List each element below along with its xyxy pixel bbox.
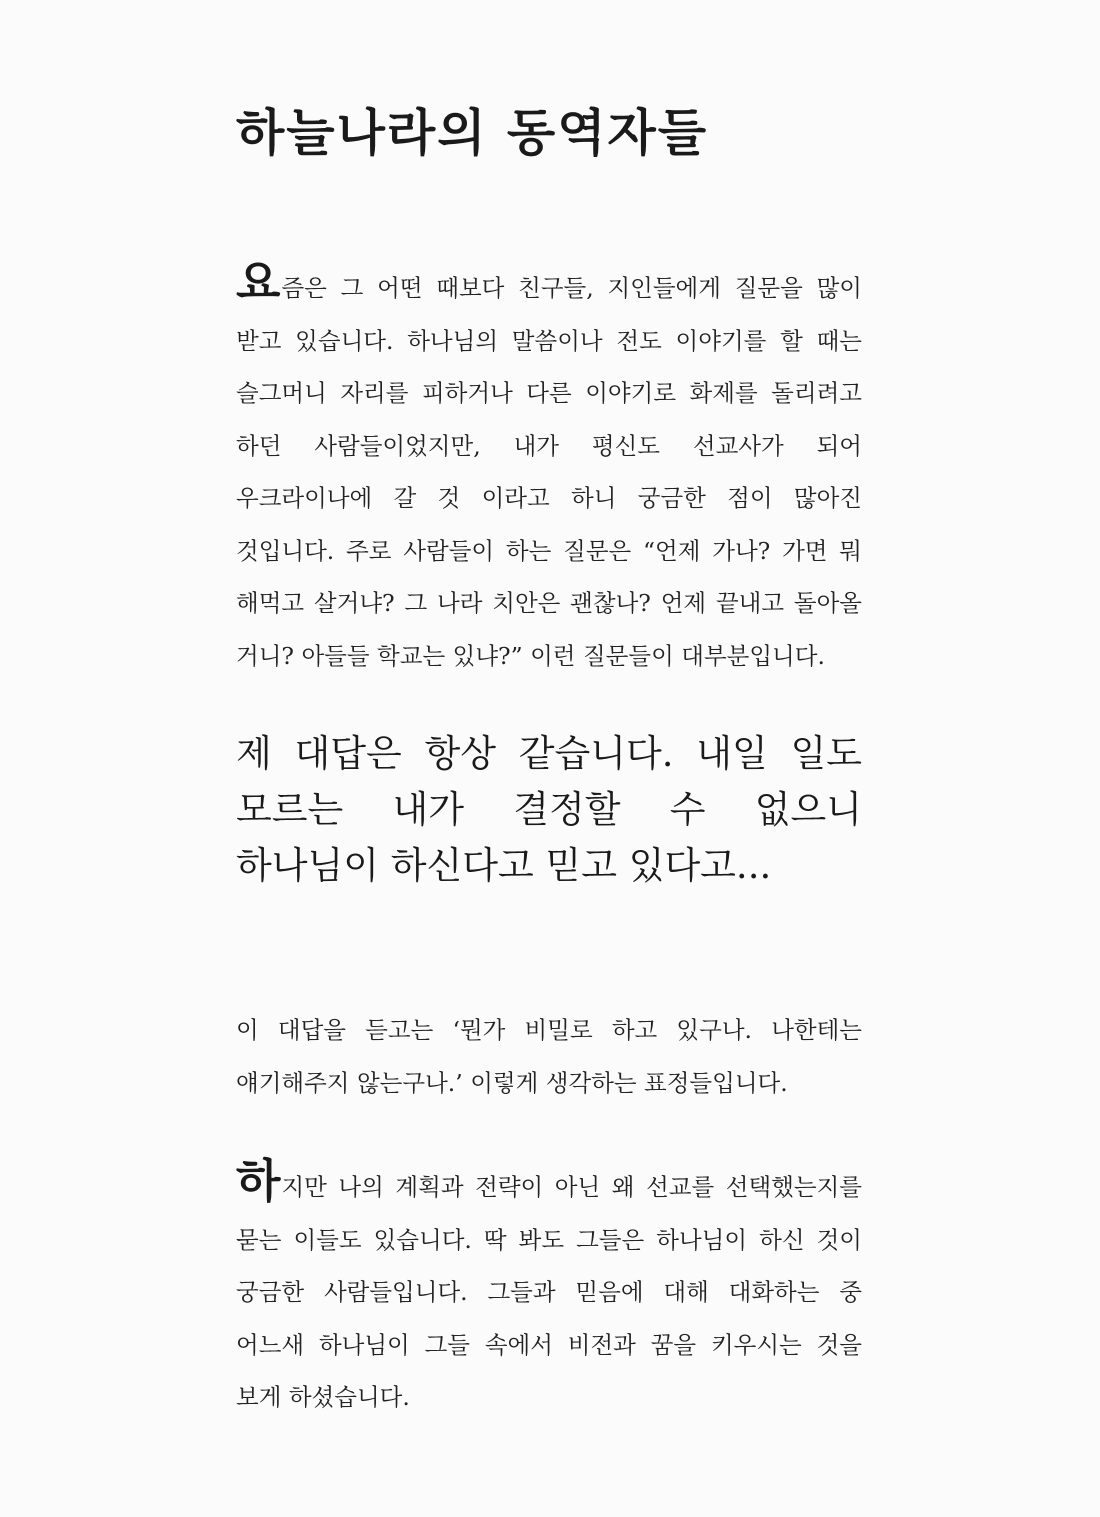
drop-cap: 하 — [236, 1154, 281, 1208]
paragraph-text: 이 대답을 듣고는 ‘뭔가 비밀로 하고 있구나. 나한테는 얘기해주지 않는구나.’ 이렇게 생각하는 표정들입니다. — [236, 1016, 862, 1097]
drop-cap: 요 — [236, 255, 281, 309]
body-paragraph-3 — [236, 1154, 862, 1424]
body-paragraph-2 — [236, 1004, 862, 1109]
article-title: 하늘나라의 동역자들 — [236, 104, 709, 162]
paragraph-text: 즘은 그 어떤 때보다 친구들, 지인들에게 질문을 많이 받고 있습니다. 하나님의 말씀이나 전도 이야기를 할 때는 슬그머니 자리를 피하거나 다른 이야기로 화제를 돌리려고 하던 사람들이었지만, 내가 평신도 선교사가 되어 우크라이나에 갈 것 이라고 하니 궁금한 점이 많아진 것입니다. 주로 사람들이 하는 질문은 “언제 가나? 가면 뭐 해먹고 살거냐? 그 나라 치안은 괜찮나? 언제 끝내고 돌아올 거니? 아들들 학교는 있냐?” 이런 질문들이 대부분입니다. — [236, 274, 862, 670]
paragraph-text: 지만 나의 계획과 전략이 아닌 왜 선교를 선택했는지를 묻는 이들도 있습니다. 딱 봐도 그들은 하나님이 하신 것이 궁금한 사람들입니다. 그들과 믿음에 대해 대화하는 중 어느새 하나님이 그들 속에서 비전과 꿈을 키우시는 것을 보게 하셨습니다. — [236, 1173, 862, 1411]
pull-quote: 제 대답은 항상 같습니다. 내일 일도 모르는 내가 결정할 수 없으니 하나님이 하신다고 믿고 있다고... — [236, 732, 862, 887]
body-paragraph-1 — [236, 255, 862, 682]
